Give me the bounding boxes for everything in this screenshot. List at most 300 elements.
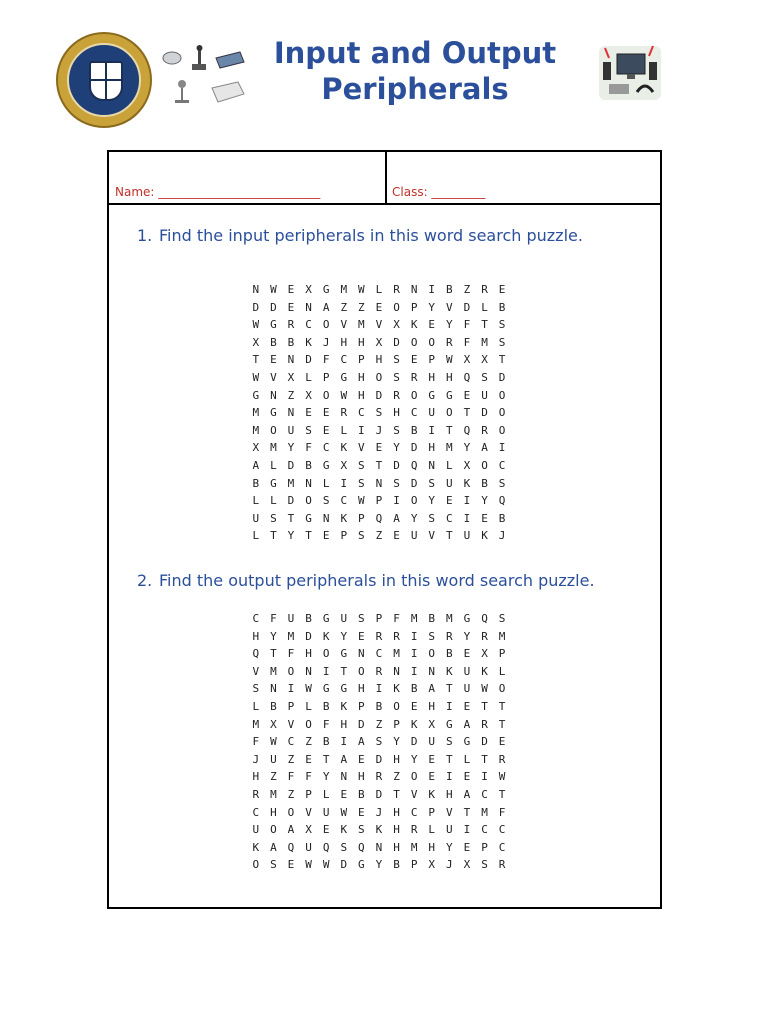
grid-letter: M [358, 318, 365, 332]
grid-letter: S [481, 858, 488, 872]
grid-letter: W [498, 770, 506, 784]
grid-letter: B [322, 735, 330, 749]
grid-letter: O [270, 423, 277, 437]
grid-letter: D [252, 300, 260, 314]
grid-letter: Y [322, 770, 330, 784]
grid-letter: D [270, 300, 277, 314]
grid-letter: G [340, 682, 348, 696]
grid-letter: U [287, 612, 295, 625]
grid-letter: C [498, 823, 506, 837]
grid-letter: O [270, 823, 277, 837]
grid-letter: C [305, 318, 312, 332]
grid-letter: G [446, 717, 453, 731]
mouse-icon [163, 52, 181, 64]
grid-letter: V [270, 370, 277, 384]
grid-letter: S [393, 370, 400, 384]
grid-letter: I [340, 735, 348, 749]
grid-letter: K [305, 335, 312, 349]
grid-letter: J [252, 752, 260, 766]
grid-letter: M [410, 840, 418, 854]
grid-row [247, 492, 511, 510]
grid-row [247, 457, 511, 475]
grid-row [247, 628, 511, 646]
grid-letter: B [252, 476, 260, 490]
grid-letter: O [322, 318, 330, 332]
grid-letter: Z [358, 300, 365, 314]
grid-letter: U [340, 612, 348, 625]
grid-letter: T [498, 787, 506, 801]
grid-letter: R [410, 823, 418, 837]
grid-letter: E [340, 787, 348, 801]
grid-letter: B [270, 335, 277, 349]
shield-icon [89, 61, 123, 101]
grid-letter: D [410, 441, 418, 455]
output-word-search-grid [247, 610, 511, 874]
grid-letter: K [481, 529, 488, 543]
grid-letter: L [252, 699, 260, 713]
grid-letter: U [270, 752, 277, 766]
grid-letter: W [305, 682, 312, 696]
grid-letter: Y [410, 752, 418, 766]
grid-letter: Y [428, 494, 436, 508]
grid-letter: Q [375, 511, 383, 525]
grid-letter: E [410, 353, 418, 367]
grid-letter: T [270, 529, 277, 543]
grid-letter: D [481, 735, 488, 749]
grid-letter: N [428, 458, 436, 472]
grid-letter: H [305, 647, 312, 661]
grid-letter: Y [410, 511, 418, 525]
grid-row [247, 281, 511, 299]
grid-letter: V [446, 300, 453, 314]
grid-letter: O [498, 388, 506, 402]
grid-letter: K [446, 664, 453, 678]
grid-letter: I [410, 664, 418, 678]
grid-letter: T [481, 699, 488, 713]
grid-letter: B [481, 476, 488, 490]
grid-letter: M [410, 612, 418, 625]
grid-letter: S [375, 735, 383, 749]
grid-letter: L [270, 494, 277, 508]
grid-letter: S [498, 335, 506, 349]
grid-letter: N [428, 664, 436, 678]
grid-letter: A [252, 458, 260, 472]
grid-letter: Y [375, 858, 383, 872]
grid-letter: S [498, 612, 506, 625]
grid-letter: L [270, 458, 277, 472]
grid-letter: E [322, 529, 330, 543]
grid-letter: Q [498, 494, 506, 508]
grid-letter: U [305, 840, 312, 854]
grid-letter: O [410, 770, 418, 784]
grid-letter: F [463, 335, 471, 349]
class-field[interactable]: Class: _________ [392, 185, 486, 199]
grid-letter: N [393, 664, 400, 678]
grid-letter: O [287, 805, 295, 819]
grid-letter: U [463, 664, 471, 678]
grid-letter: F [287, 770, 295, 784]
grid-letter: H [393, 823, 400, 837]
grid-letter: E [305, 406, 312, 420]
grid-letter: A [463, 717, 471, 731]
grid-letter: N [270, 388, 277, 402]
grid-letter: E [498, 735, 506, 749]
grid-row [247, 422, 511, 440]
grid-letter: S [358, 476, 365, 490]
grid-letter: D [463, 300, 471, 314]
grid-letter: N [322, 511, 330, 525]
grid-letter: E [428, 752, 436, 766]
grid-letter: I [375, 682, 383, 696]
grid-letter: O [498, 423, 506, 437]
grid-letter: R [481, 423, 488, 437]
grid-letter: H [340, 717, 348, 731]
grid-letter: S [270, 511, 277, 525]
grid-letter: U [252, 823, 260, 837]
grid-letter: W [305, 858, 312, 872]
grid-letter: V [340, 318, 348, 332]
grid-letter: Q [463, 423, 471, 437]
grid-letter: H [393, 805, 400, 819]
grid-letter: T [481, 752, 488, 766]
header-divider-vertical [385, 152, 387, 205]
grid-letter: P [410, 300, 418, 314]
grid-letter: U [428, 735, 436, 749]
grid-letter: G [340, 370, 348, 384]
grid-letter: Y [446, 318, 453, 332]
grid-letter: V [446, 805, 453, 819]
grid-letter: N [305, 664, 312, 678]
grid-letter: V [375, 318, 383, 332]
grid-letter: P [375, 612, 383, 625]
grid-letter: E [305, 752, 312, 766]
grid-letter: F [305, 770, 312, 784]
grid-letter: Z [287, 787, 295, 801]
grid-row [247, 527, 511, 545]
grid-letter: U [322, 805, 330, 819]
grid-letter: E [322, 423, 330, 437]
grid-letter: H [340, 335, 348, 349]
grid-letter: G [270, 406, 277, 420]
grid-letter: D [393, 458, 400, 472]
grid-letter: W [446, 353, 453, 367]
grid-letter: X [305, 823, 312, 837]
grid-letter: S [498, 476, 506, 490]
grid-letter: N [410, 283, 418, 296]
grid-letter: R [393, 388, 400, 402]
grid-letter: O [358, 664, 365, 678]
grid-letter: X [252, 335, 260, 349]
grid-letter: O [287, 664, 295, 678]
grid-letter: Z [375, 717, 383, 731]
grid-letter: S [428, 476, 436, 490]
grid-letter: U [463, 529, 471, 543]
grid-letter: W [322, 858, 330, 872]
grid-letter: M [446, 441, 453, 455]
grid-letter: K [410, 318, 418, 332]
grid-letter: P [375, 494, 383, 508]
grid-letter: U [287, 423, 295, 437]
grid-letter: B [322, 699, 330, 713]
grid-letter: O [428, 335, 436, 349]
grid-letter: X [481, 647, 488, 661]
grid-letter: L [252, 494, 260, 508]
grid-row [247, 856, 511, 874]
grid-letter: O [498, 682, 506, 696]
grid-letter: T [305, 529, 312, 543]
grid-letter: R [498, 752, 506, 766]
grid-letter: D [498, 370, 506, 384]
grid-letter: D [358, 717, 365, 731]
grid-letter: N [305, 300, 312, 314]
grid-letter: X [393, 318, 400, 332]
grid-letter: B [358, 787, 365, 801]
grid-letter: H [428, 699, 436, 713]
grid-letter: G [446, 388, 453, 402]
grid-letter: C [340, 353, 348, 367]
question-1-text: Find the input peripherals in this word search puzzle. [159, 226, 583, 245]
grid-letter: F [252, 735, 260, 749]
grid-letter: X [375, 335, 383, 349]
grid-letter: K [252, 840, 260, 854]
grid-letter: S [428, 629, 436, 643]
output-devices-illustration [595, 42, 665, 104]
grid-letter: B [498, 300, 506, 314]
grid-letter: X [270, 717, 277, 731]
grid-letter: C [481, 823, 488, 837]
grid-letter: N [375, 840, 383, 854]
grid-row [247, 645, 511, 663]
grid-letter: L [340, 423, 348, 437]
grid-letter: P [287, 699, 295, 713]
grid-letter: D [305, 629, 312, 643]
grid-letter: A [322, 300, 330, 314]
grid-letter: I [463, 511, 471, 525]
grid-letter: T [498, 353, 506, 367]
grid-letter: X [463, 458, 471, 472]
grid-letter: Z [340, 300, 348, 314]
page-title [260, 36, 570, 106]
grid-letter: Q [287, 840, 295, 854]
grid-letter: Y [287, 529, 295, 543]
question-2 [137, 571, 595, 590]
grid-letter: Y [428, 300, 436, 314]
name-field[interactable]: Name: ___________________________ [115, 185, 321, 199]
grid-letter: D [481, 406, 488, 420]
grid-letter: W [252, 370, 260, 384]
grid-letter: R [287, 318, 295, 332]
grid-letter: M [270, 441, 277, 455]
grid-letter: S [340, 840, 348, 854]
grid-letter: D [305, 353, 312, 367]
grid-letter: A [287, 823, 295, 837]
grid-letter: O [305, 494, 312, 508]
grid-letter: B [498, 511, 506, 525]
grid-letter: Y [270, 629, 277, 643]
scanner-icon [216, 52, 244, 68]
grid-letter: P [358, 511, 365, 525]
question-2-number: 2. [137, 571, 153, 590]
grid-letter: R [446, 629, 453, 643]
grid-letter: H [446, 370, 453, 384]
grid-letter: I [410, 647, 418, 661]
grid-letter: P [340, 529, 348, 543]
grid-letter: B [305, 458, 312, 472]
grid-letter: D [287, 458, 295, 472]
grid-letter: O [375, 370, 383, 384]
grid-letter: K [410, 717, 418, 731]
grid-letter: Q [481, 612, 488, 625]
grid-letter: A [270, 840, 277, 854]
grid-letter: L [498, 664, 506, 678]
grid-letter: Z [375, 529, 383, 543]
grid-letter: X [305, 388, 312, 402]
grid-letter: P [393, 717, 400, 731]
grid-letter: E [428, 770, 436, 784]
keyboard-icon [212, 82, 244, 102]
grid-letter: S [358, 612, 365, 625]
grid-letter: G [358, 858, 365, 872]
grid-letter: K [340, 511, 348, 525]
grid-row [247, 733, 511, 751]
grid-letter: Y [463, 441, 471, 455]
grid-letter: P [498, 647, 506, 661]
grid-letter: Y [393, 441, 400, 455]
grid-letter: M [287, 476, 295, 490]
grid-letter: U [252, 511, 260, 525]
grid-letter: S [322, 494, 330, 508]
grid-letter: G [463, 735, 471, 749]
grid-row [247, 680, 511, 698]
grid-letter: G [322, 682, 330, 696]
grid-letter: H [446, 787, 453, 801]
grid-letter: W [358, 494, 365, 508]
grid-row [247, 334, 511, 352]
grid-letter: C [287, 735, 295, 749]
grid-letter: D [410, 735, 418, 749]
grid-row [247, 821, 511, 839]
grid-letter: V [358, 441, 365, 455]
grid-letter: M [252, 717, 260, 731]
grid-letter: P [358, 353, 365, 367]
grid-letter: X [463, 858, 471, 872]
grid-letter: H [393, 406, 400, 420]
grid-letter: T [481, 318, 488, 332]
grid-letter: E [375, 441, 383, 455]
grid-letter: L [446, 458, 453, 472]
grid-letter: T [287, 511, 295, 525]
grid-letter: H [358, 682, 365, 696]
grid-letter: V [305, 805, 312, 819]
grid-letter: Q [463, 370, 471, 384]
grid-letter: R [375, 770, 383, 784]
grid-letter: S [393, 353, 400, 367]
grid-letter: N [305, 476, 312, 490]
grid-letter: T [393, 787, 400, 801]
grid-letter: N [340, 770, 348, 784]
grid-letter: B [428, 612, 436, 625]
grid-letter: M [287, 629, 295, 643]
grid-letter: X [481, 353, 488, 367]
seal-center [67, 43, 141, 117]
grid-letter: R [446, 335, 453, 349]
grid-letter: R [375, 629, 383, 643]
grid-letter: N [270, 682, 277, 696]
grid-letter: S [270, 858, 277, 872]
grid-letter: I [481, 770, 488, 784]
grid-letter: T [446, 682, 453, 696]
grid-letter: X [305, 283, 312, 296]
grid-letter: W [270, 283, 277, 296]
grid-letter: T [446, 752, 453, 766]
grid-letter: U [428, 406, 436, 420]
grid-letter: Y [481, 494, 488, 508]
grid-letter: O [322, 647, 330, 661]
grid-letter: Z [287, 388, 295, 402]
grid-letter: H [428, 441, 436, 455]
grid-letter: Q [358, 840, 365, 854]
grid-letter: K [393, 682, 400, 696]
grid-letter: E [287, 283, 295, 296]
grid-letter: L [322, 787, 330, 801]
grid-letter: X [428, 717, 436, 731]
grid-letter: L [375, 283, 383, 296]
grid-letter: S [358, 458, 365, 472]
grid-row [247, 698, 511, 716]
grid-letter: I [393, 494, 400, 508]
grid-letter: G [270, 476, 277, 490]
grid-letter: L [481, 300, 488, 314]
grid-letter: D [410, 476, 418, 490]
grid-letter: R [498, 858, 506, 872]
grid-letter: R [481, 283, 488, 296]
grid-letter: E [287, 858, 295, 872]
grid-letter: O [410, 388, 418, 402]
grid-letter: T [463, 805, 471, 819]
grid-letter: R [340, 406, 348, 420]
grid-letter: R [252, 787, 260, 801]
grid-letter: A [393, 511, 400, 525]
grid-letter: C [252, 805, 260, 819]
grid-letter: H [375, 353, 383, 367]
grid-letter: C [410, 406, 418, 420]
grid-letter: S [481, 370, 488, 384]
grid-letter: E [270, 353, 277, 367]
grid-letter: W [340, 388, 348, 402]
grid-letter: O [322, 388, 330, 402]
grid-letter: N [252, 283, 260, 296]
grid-letter: Y [393, 735, 400, 749]
grid-letter: F [498, 805, 506, 819]
grid-letter: P [410, 858, 418, 872]
grid-letter: B [446, 283, 453, 296]
grid-letter: L [322, 476, 330, 490]
grid-letter: E [463, 647, 471, 661]
grid-letter: W [270, 735, 277, 749]
grid-letter: E [322, 823, 330, 837]
grid-letter: E [322, 406, 330, 420]
grid-letter: O [410, 494, 418, 508]
grid-letter: E [463, 699, 471, 713]
grid-letter: U [446, 476, 453, 490]
grid-row [247, 387, 511, 405]
grid-letter: W [252, 318, 260, 332]
grid-letter: E [358, 752, 365, 766]
grid-row [247, 786, 511, 804]
grid-letter: S [358, 823, 365, 837]
grid-letter: I [463, 494, 471, 508]
grid-letter: G [322, 458, 330, 472]
